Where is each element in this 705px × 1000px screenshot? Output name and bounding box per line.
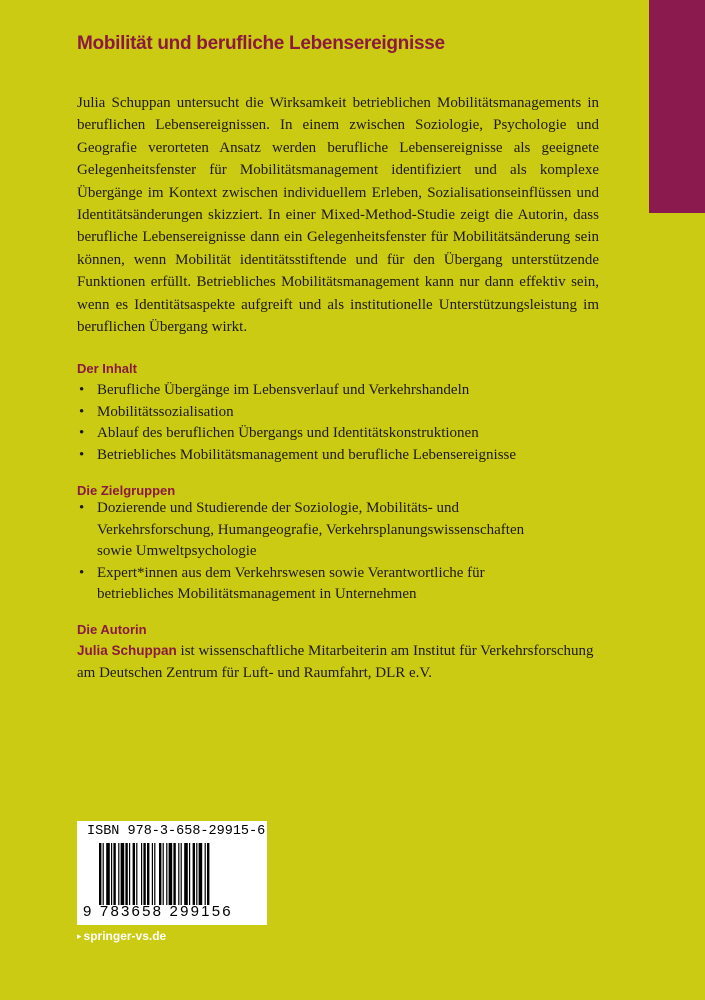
contents-list [77,380,607,466]
list-item: • Expert*innen aus dem Verkehrswesen sowie Verantwortliche für betriebliches Mobilitätsmanagement in Unternehmen [77,563,539,606]
isbn-label: ISBN 978-3-658-29915-6 [87,824,266,839]
book-abstract: Julia Schuppan untersucht die Wirksamkeit betrieblichen Mobilitätsmanagements in beruflichen Lebensereignissen. In einem zwischen Soziologie, Psychologie und Geografie verorteten Ansatz werden berufliche Lebensereignisse als geeignete Gelegenheitsfenster für Mobilitätsmanagement identifiziert und als komplexe Übergänge im Kontext zwischen individuellem Erleben, Sozialisationseinflüssen und Identitätsänderungen skizziert. In einer Mixed-Method-Studie zeigt die Autorin, dass berufliche Lebensereignisse dann ein Gelegenheitsfenster für Mobilitätsänderung sein können, wenn Mobilität identitätsstiftende und für den Übergang unterstützende Funktionen erfüllt. Betriebliches Mobilitätsmanagement kann nur dann effektiv sein, wenn es Identitätsaspekte aufgreift und als institutionelle Unterstützungsleistung im beruflichen Übergang wirkt. [77,95,599,336]
accent-bar [649,0,705,213]
list-item: • Betriebliches Mobilitätsmanagement und berufliche Lebensereignisse [77,445,607,467]
arrow-right-icon: ▸ [77,930,82,941]
publisher-link-text: springer-vs.de [83,929,167,943]
audience-list [77,498,539,606]
contents-heading: Der Inhalt [77,361,137,376]
book-title: Mobilität und berufliche Lebensereignisse [77,33,445,54]
list-item: • Dozierende und Studierende der Soziologie, Mobilitäts- und Verkehrsforschung, Humangeografie, Verkehrsplanungswissenschaften sowie Umweltpsychologie [77,498,539,563]
audience-heading: Die Zielgruppen [77,483,176,498]
barcode-bars [99,843,249,905]
list-item: • Berufliche Übergänge im Lebensverlauf und Verkehrshandeln [77,380,607,402]
author-bio [77,640,607,684]
list-item: • Mobilitätssozialisation [77,402,607,424]
publisher-link[interactable] [77,929,166,943]
list-item: • Ablauf des beruflichen Übergangs und Identitätskonstruktionen [77,423,607,445]
author-name: Julia Schuppan [77,643,177,658]
isbn-barcode [77,821,267,925]
barcode-digits: 9 783658 299156 [83,903,233,920]
author-heading: Die Autorin [77,622,147,637]
author-bio-text: ist wissenschaftliche Mitarbeiterin am Institut für Verkehrsforschung am Deutschen Zentrum für Luft- und Raumfahrt, DLR e.V. [77,643,594,681]
